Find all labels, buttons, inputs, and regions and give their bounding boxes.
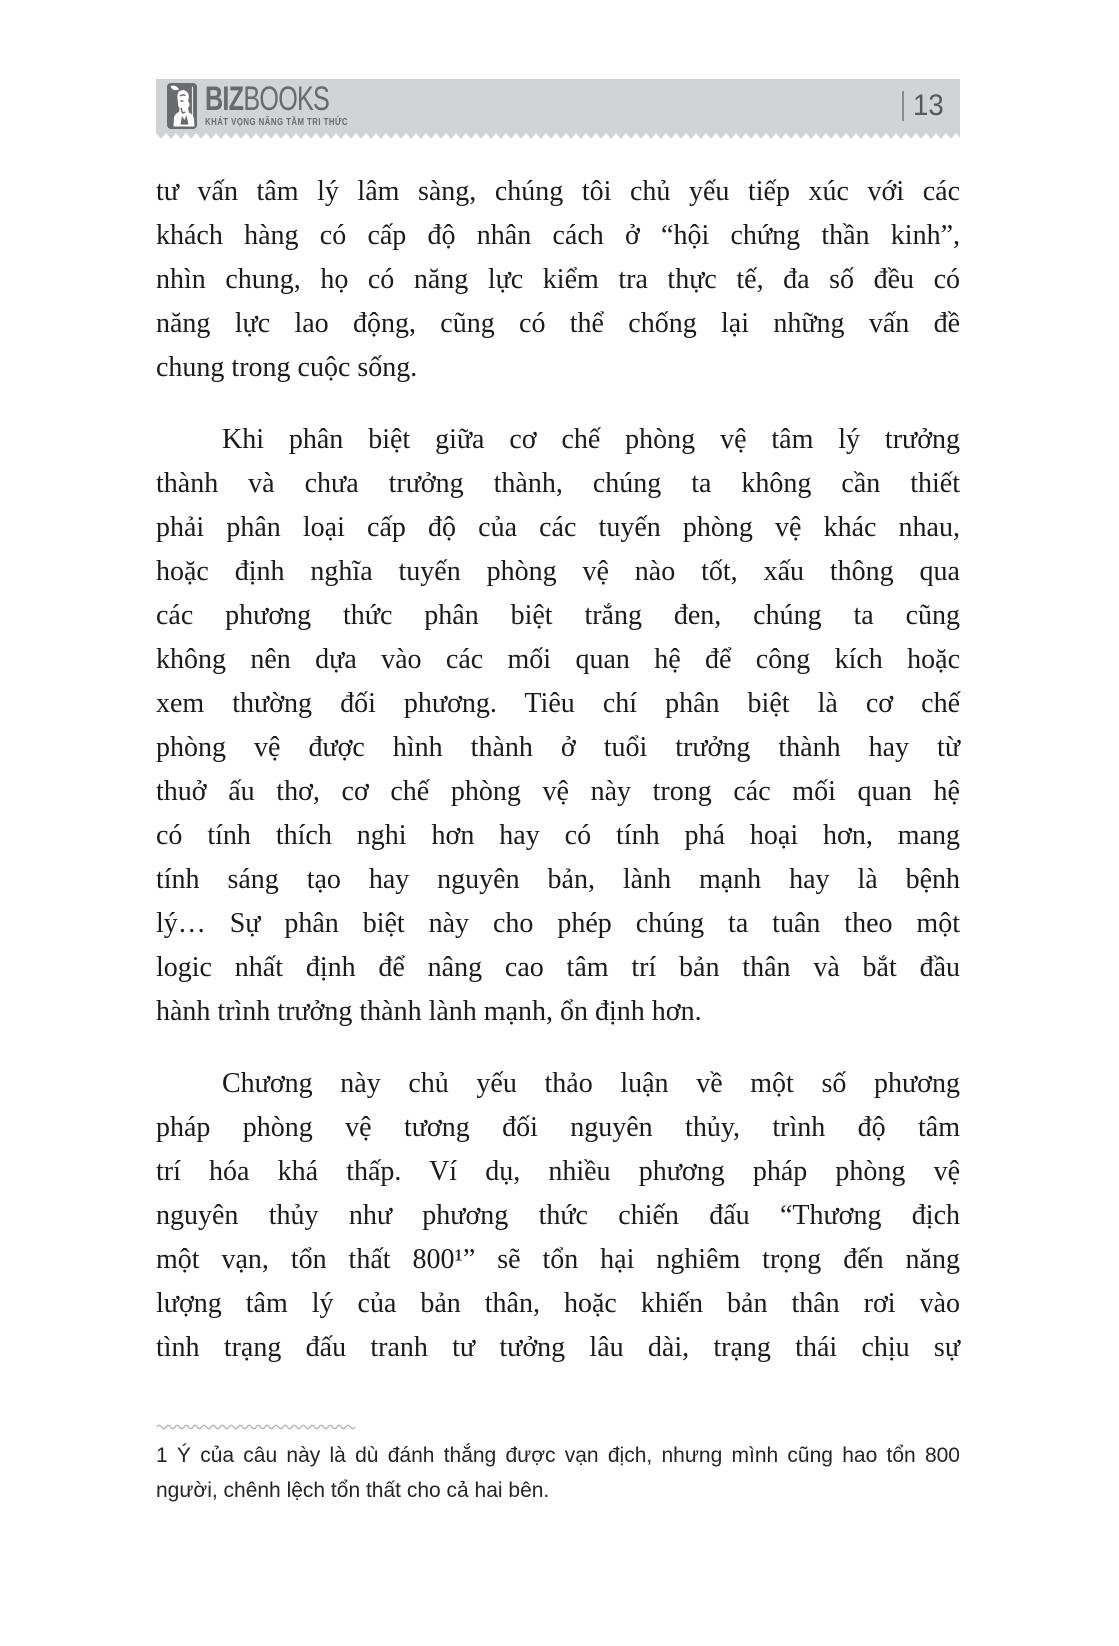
brand-wordmark: [205, 80, 341, 118]
body-line: một vạn, tổn thất 800¹” sẽ tổn hại nghiêm trọng đến năng: [156, 1244, 960, 1275]
body-line: khách hàng có cấp độ nhân cách ở “hội chứng thần kinh”,: [156, 220, 960, 251]
paragraph: [156, 1062, 960, 1370]
brand-tagline: KHÁT VỌNG NÂNG TẦM TRI THỨC: [205, 117, 349, 128]
footnote-text: [156, 1438, 960, 1508]
body-line: nhìn chung, họ có năng lực kiểm tra thực tế, đa số đều có: [156, 264, 960, 295]
page-number-group: [902, 79, 946, 133]
body-line: xem thường đối phương. Tiêu chí phân biệt là cơ chế: [156, 688, 960, 719]
body-line: các phương thức phân biệt trắng đen, chúng ta cũng: [156, 600, 960, 631]
page-number: 13: [912, 89, 944, 122]
body-line: hoặc định nghĩa tuyến phòng vệ nào tốt, xấu thông qua: [156, 556, 960, 587]
body-line: nguyên thủy như phương thức chiến đấu “Thương địch: [156, 1200, 960, 1231]
body-line: thuở ấu thơ, cơ chế phòng vệ này trong các mối quan hệ: [156, 776, 960, 807]
bizbooks-book-icon: [167, 83, 197, 129]
body-line: logic nhất định để nâng cao tâm trí bản thân và bắt đầu: [156, 952, 960, 983]
paragraph: [156, 418, 960, 1034]
body-line: phải phân loại cấp độ của các tuyến phòng vệ khác nhau,: [156, 512, 960, 543]
body-line: có tính thích nghi hơn hay có tính phá hoại hơn, mang: [156, 820, 960, 851]
footnote-line: 1 Ý của câu này là dù đánh thắng được vạn địch, nhưng mình cũng hao tổn 800: [156, 1444, 960, 1467]
header-bar: [156, 79, 960, 133]
brand-biz: BIZ: [205, 80, 244, 118]
page-number-separator: [902, 91, 904, 121]
body-line: trí hóa khá thấp. Ví dụ, nhiều phương pháp phòng vệ: [156, 1156, 960, 1187]
body-text: [156, 170, 960, 1370]
body-line: không nên dựa vào các mối quan hệ để công kích hoặc: [156, 644, 960, 675]
body-line: pháp phòng vệ tương đối nguyên thủy, trình độ tâm: [156, 1112, 960, 1143]
body-line: thành và chưa trưởng thành, chúng ta không cần thiết: [156, 468, 960, 499]
body-line: lý… Sự phân biệt này cho phép chúng ta tuân theo một: [156, 908, 960, 939]
body-line: tính sáng tạo hay nguyên bản, lành mạnh hay là bệnh: [156, 864, 960, 895]
body-line: phòng vệ được hình thành ở tuổi trưởng thành hay từ: [156, 732, 960, 763]
brand-block: [205, 80, 388, 128]
body-line: Chương này chủ yếu thảo luận về một số phương: [222, 1068, 960, 1099]
body-line: chung trong cuộc sống.: [156, 352, 418, 383]
body-line: hành trình trưởng thành lành mạnh, ổn định hơn.: [156, 996, 702, 1027]
brand-books: BOOKS: [243, 80, 330, 118]
publisher-logo: [156, 80, 388, 129]
footnote-line: người, chênh lệch tổn thất cho cả hai bên.: [156, 1479, 550, 1502]
body-line: lượng tâm lý của bản thân, hoặc khiến bản thân rơi vào: [156, 1288, 960, 1319]
footnote-separator: [156, 1422, 366, 1432]
body-line: năng lực lao động, cũng có thể chống lại những vấn đề: [156, 308, 960, 339]
body-line: Khi phân biệt giữa cơ chế phòng vệ tâm lý trưởng: [222, 424, 960, 455]
stamp-perforation-edge: [156, 133, 960, 140]
paragraph: [156, 170, 960, 390]
body-line: tư vấn tâm lý lâm sàng, chúng tôi chủ yếu tiếp xúc với các: [156, 176, 960, 207]
body-line: tình trạng đấu tranh tư tưởng lâu dài, trạng thái chịu sự: [156, 1332, 960, 1363]
